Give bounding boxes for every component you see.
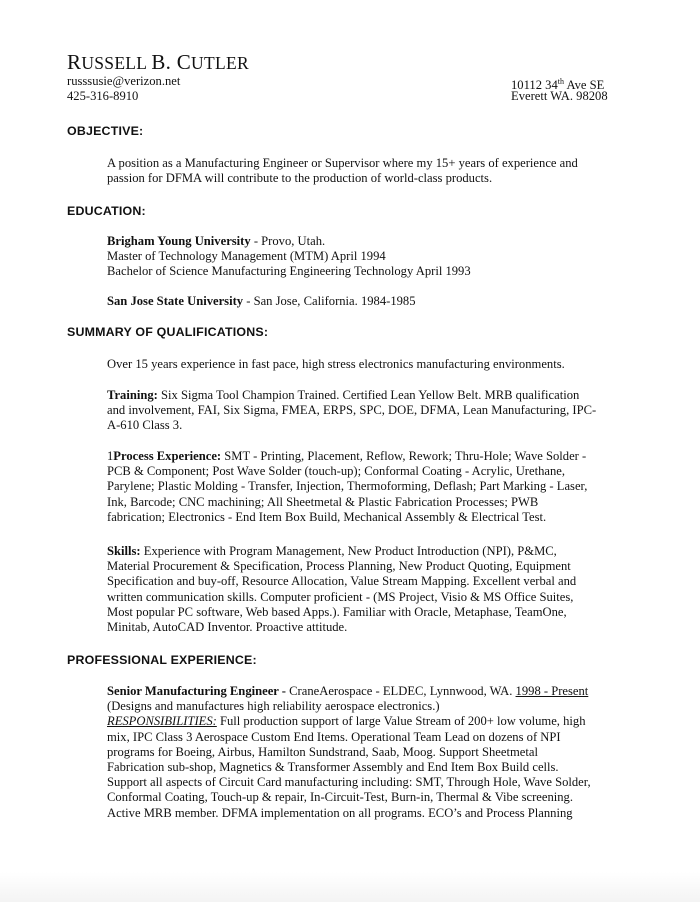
text-line: fabrication; Electronics - End Item Box Build, Mechanical Assembly & Electrical Test. [107,509,547,524]
process-block [107,449,632,525]
text-line: Active MRB member. DFMA implementation on all programs. ECO’s and Process Planning [107,805,573,820]
phone: 425-316-8910 [67,89,139,103]
process-label: Process Experience: [113,449,222,463]
text-line: SMT - Printing, Placement, Reflow, Rework; Thru-Hole; Wave Solder - [221,449,587,463]
email: russsusie@verizon.net [67,74,181,88]
text-line: A-610 Class 3. [107,418,183,433]
education-byu [107,234,632,280]
text-line: Full production support of large Value Stream of 200+ low volume, high [216,714,586,729]
job-entry [107,684,632,821]
text-line: Experience with Program Management, New Product Introduction (NPI), P&MC, [140,544,557,558]
text-line: A position as a Manufacturing Engineer or Supervisor where my 15+ years of experience and [107,156,578,170]
education-heading: EDUCATION: [67,204,146,218]
summary-heading: SUMMARY OF QUALIFICATIONS: [67,325,269,339]
text-line: passion for DFMA will contribute to the production of world-class products. [107,171,493,186]
degree: Bachelor of Science Manufacturing Engineering Technology April 1993 [107,264,471,279]
objective-text [107,156,632,186]
page-bottom-shade [0,872,700,902]
experience-heading: PROFESSIONAL EXPERIENCE: [67,653,257,667]
school-name: Brigham Young University [107,234,251,248]
skills-block [107,544,632,635]
text-line: Minitab, AutoCAD Inventor. Proactive attitude. [107,620,348,635]
job-description: (Designs and manufactures high reliability aerospace electronics.) [107,699,440,714]
job-title: Senior Manufacturing Engineer - [107,684,286,698]
text-line: Support all aspects of Circuit Card manufacturing including: SMT, Through Hole, Wave Solder, [107,775,591,790]
text-line: Most popular PC software, Web based Apps.). Familiar with Oracle, Metaphase, TeamOne, [107,604,567,619]
candidate-name: RUSSELL B. CUTLER [67,50,249,74]
training-block [107,388,632,434]
text-line: mix, IPC Class 3 Aerospace Custom End Items. Operational Team Lead on dozens of NPI [107,729,561,744]
training-label: Training: [107,388,158,402]
education-sjsu [107,294,632,309]
text-line: Material Procurement & Specification, Process Planning, New Product Quoting, Equipment [107,559,571,574]
school-location: - San Jose, California. 1984-1985 [243,294,416,308]
school-location: - Provo, Utah. [250,234,326,248]
school-name: San Jose State University [107,294,244,308]
text-line: Six Sigma Tool Champion Trained. Certified Lean Yellow Belt. MRB qualification [157,388,580,402]
job-company: CraneAerospace - ELDEC, Lynnwood, WA. [286,684,516,698]
text-line: Fabrication sub-shop, Magnetics & Transformer Assembly and End Item Box Build cells. [107,760,559,775]
text-line: Ink, Barcode; CNC machining; All Sheetmetal & Plastic Fabrication Processes; PWB [107,494,539,509]
job-dates: 1998 - Present [515,684,589,698]
skills-label: Skills: [107,544,141,558]
text-line: programs for Boeing, Airbus, Hamilton Sundstrand, Saab, Moog. Support Sheetmetal [107,744,538,759]
text-line: Parylene; Plastic Molding - Transfer, Injection, Thermoforming, Deflash; Part Marking - Laser, [107,479,588,494]
objective-heading: OBJECTIVE: [67,124,144,138]
text-line: Conformal Coating, Touch-up & repair, In-Circuit-Test, Burn-in, Thermal & Vibe screening. [107,790,573,805]
city-address: Everett WA. 98208 [511,89,608,103]
text-line: PCB & Component; Post Wave Solder (touch-up); Conformal Coating - Acrylic, Urethane, [107,464,566,479]
text-line: and involvement, FAI, Six Sigma, FMEA, ERPS, SPC, DOE, DFMA, Lean Manufacturing, IPC- [107,403,597,418]
summary-intro: Over 15 years experience in fast pace, high stress electronics manufacturing environments. [107,357,565,371]
degree: Master of Technology Management (MTM) April 1994 [107,249,386,264]
text-line: Specification and buy-off, Resource Allocation, Value Stream Mapping. Excellent verbal and [107,574,577,589]
text-line: written communication skills. Computer proficient - (MS Project, Visio & MS Office Suites, [107,589,574,604]
responsibilities-label: RESPONSIBILITIES: [107,714,217,729]
process-prefix: 1 [107,449,114,463]
street-address: 10112 34th Ave SE [511,77,605,93]
